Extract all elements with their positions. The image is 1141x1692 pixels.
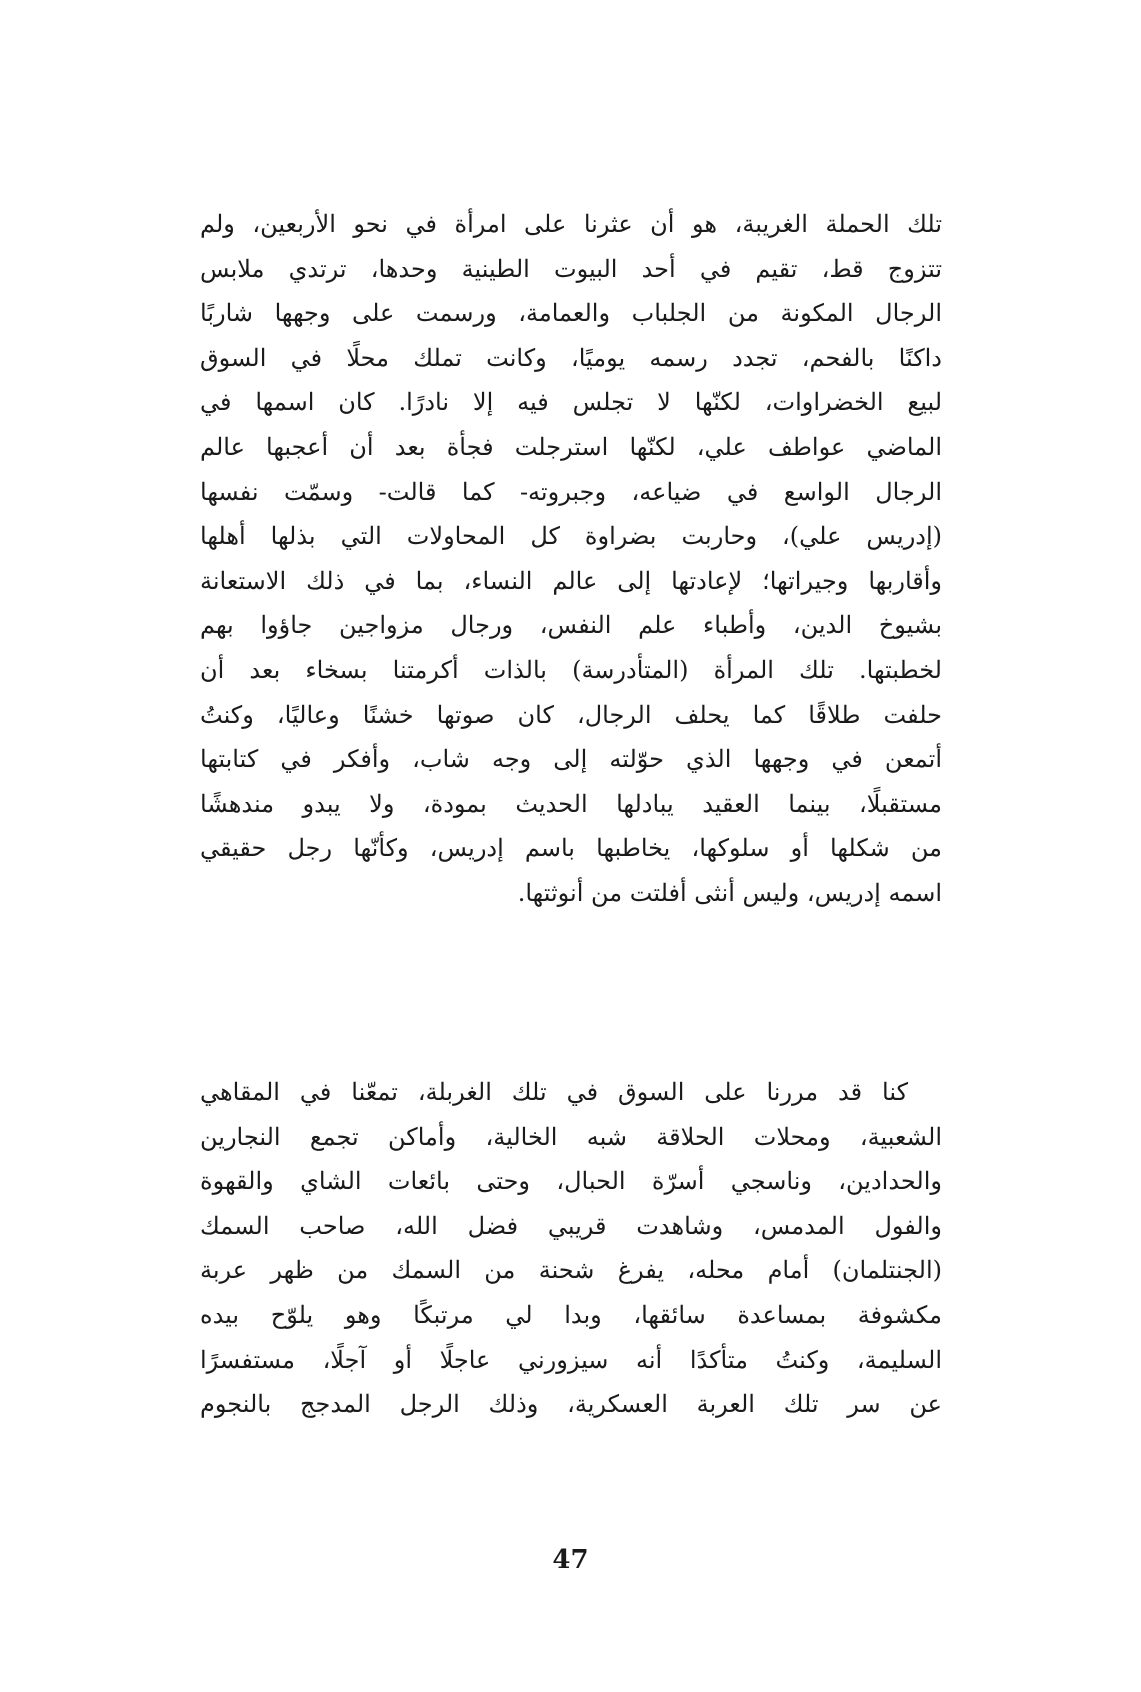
paragraph-2: [200, 1070, 942, 1427]
text-line: مكشوفة بمساعدة سائقها، وبدا لي مرتبكًا وهو يلوّح بيده: [200, 1300, 942, 1329]
text-line: لبيع الخضراوات، لكنّها لا تجلس فيه إلا نادرًا. كان اسمها في: [200, 388, 942, 417]
text-line: بشيوخ الدين، وأطباء علم النفس، ورجال مزواجين جاؤوا بهم: [200, 611, 942, 640]
text-line: الشعبية، ومحلات الحلاقة شبه الخالية، وأماكن تجمع النجارين: [200, 1122, 942, 1151]
text-line: حلفت طلاقًا كما يحلف الرجال، كان صوتها خشنًا وعاليًا، وكنتُ: [200, 700, 942, 729]
text-line: لخطبتها. تلك المرأة (المتأدرسة) بالذات أكرمتنا بسخاء بعد أن: [200, 655, 942, 684]
text-line: وأقاربها وجيراتها؛ لإعادتها إلى عالم النساء، بما في ذلك الاستعانة: [200, 566, 942, 595]
text-line: اسمه إدريس، وليس أنثى أفلتت من أنوثتها.: [517, 878, 942, 907]
text-line: من شكلها أو سلوكها، يخاطبها باسم إدريس، وكأنّها رجل حقيقي: [200, 834, 942, 863]
text-line: مستقبلًا، بينما العقيد يبادلها الحديث بمودة، ولا يبدو مندهشًا: [200, 789, 942, 818]
text-line: الرجال المكونة من الجلباب والعمامة، ورسمت على وجهها شاربًا: [200, 299, 942, 328]
text-line: (إدريس علي)، وحاربت بضراوة كل المحاولات التي بذلها أهلها: [200, 522, 942, 551]
text-line: أتمعن في وجهها الذي حوّلته إلى وجه شاب، وأفكر في كتابتها: [200, 745, 942, 774]
text-line: الرجال الواسع في ضياعه، وجبروته- كما قالت- وسمّت نفسها: [200, 477, 942, 506]
paragraph-1: [200, 202, 942, 916]
text-line: والحدادين، وناسجي أسرّة الحبال، وحتى بائعات الشاي والقهوة: [200, 1167, 942, 1196]
text-line: تتزوج قط، تقيم في أحد البيوت الطينية وحدها، ترتدي ملابس: [200, 254, 942, 283]
text-line: (الجنتلمان) أمام محله، يفرغ شحنة من السمك من ظهر عربة: [200, 1256, 942, 1285]
text-line: السليمة، وكنتُ متأكدًا أنه سيزورني عاجلًا أو آجلًا، مستفسرًا: [200, 1345, 942, 1374]
text-line: تلك الحملة الغريبة، هو أن عثرنا على امرأة في نحو الأربعين، ولم: [200, 210, 942, 238]
page-number: 47: [552, 1545, 589, 1575]
text-line: الماضي عواطف علي، لكنّها استرجلت فجأة بعد أن أعجبها عالم: [200, 432, 942, 461]
text-line: عن سر تلك العربة العسكرية، وذلك الرجل المدجج بالنجوم: [200, 1390, 942, 1419]
text-line: داكنًا بالفحم، تجدد رسمه يوميًا، وكانت تملك محلًا في السوق: [200, 343, 942, 372]
text-line: والفول المدمس، وشاهدت قريبي فضل الله، صاحب السمك: [200, 1211, 942, 1240]
text-line: كنا قد مررنا على السوق في تلك الغربلة، تمعّنا في المقاهي: [200, 1078, 908, 1106]
